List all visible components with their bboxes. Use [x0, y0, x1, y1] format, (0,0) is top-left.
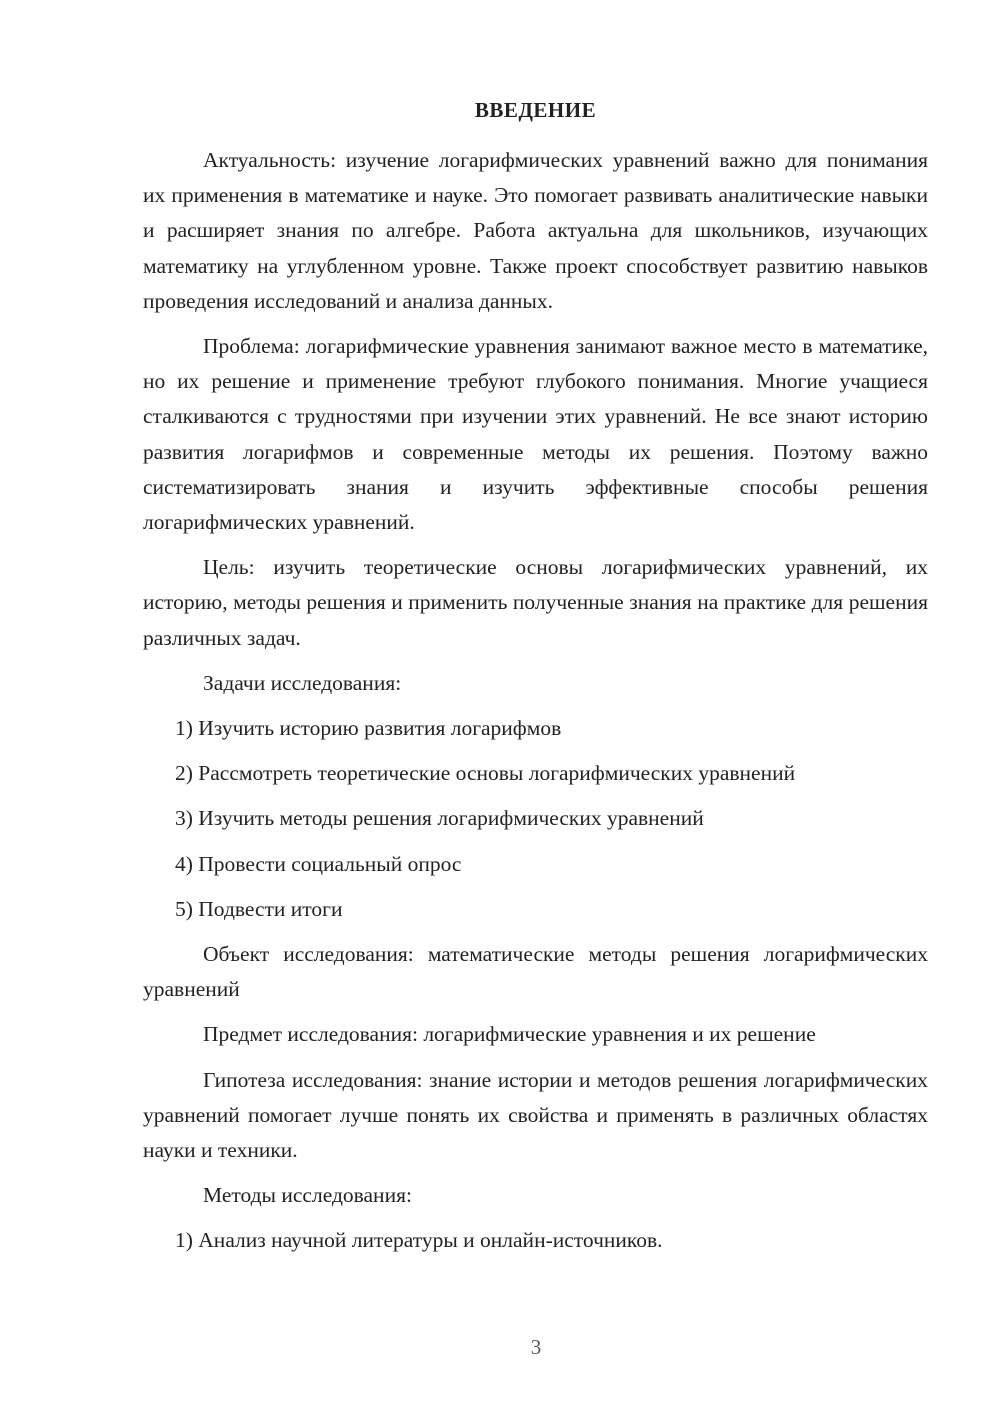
hypothesis-paragraph: Гипотеза исследования: знание истории и методов решения логарифмических уравнений помогает лучше понять их свойства и применять в различных областях науки и техники.	[143, 1067, 928, 1163]
task-item: 2) Рассмотреть теоретические основы логарифмических уравнений	[175, 761, 796, 786]
page-number: 3	[530, 1335, 542, 1359]
subject-paragraph: Предмет исследования: логарифмические уравнения и их решение	[203, 1022, 816, 1047]
task-item: 4) Провести социальный опрос	[175, 851, 462, 876]
methods-heading: Методы исследования:	[203, 1183, 412, 1208]
methods-list	[143, 1223, 928, 1258]
goal-paragraph: Цель: изучить теоретические основы логарифмических уравнений, их историю, методы решения и применить полученные знания на практике для решения различных задач.	[143, 555, 928, 650]
object-paragraph: Объект исследования: математические методы решения логарифмических уравнений	[143, 942, 928, 1002]
task-item: 3) Изучить методы решения логарифмических уравнений	[175, 806, 704, 831]
tasks-list	[143, 711, 928, 927]
relevance-paragraph: Актуальность: изучение логарифмических уравнений важно для понимания их применения в математике и науке. Это помогает развивать аналитические навыки и расширяет знания по алгебре. Работа актуальна для школьников, изучающих математику на углубленном уровне. Также проект способствует развитию навыков проведения исследований и анализа данных.	[143, 148, 928, 313]
tasks-heading: Задачи исследования:	[203, 670, 402, 695]
document-page	[143, 94, 928, 1269]
problem-paragraph: Проблема: логарифмические уравнения занимают важное место в математике, но их решение и применение требуют глубокого понимания. Многие учащиеся сталкиваются с трудностями при изучении этих уравнений. Не все знают историю развития логарифмов и современные методы их решения. Поэтому важно систематизировать знания и изучить эффективные способы решения логарифмических уравнений.	[143, 334, 928, 535]
task-item: 1) Изучить историю развития логарифмов	[175, 716, 562, 741]
method-item: 1) Анализ научной литературы и онлайн-источников.	[175, 1228, 663, 1253]
task-item: 5) Подвести итоги	[175, 896, 343, 921]
page-title: ВВЕДЕНИЕ	[474, 98, 597, 122]
